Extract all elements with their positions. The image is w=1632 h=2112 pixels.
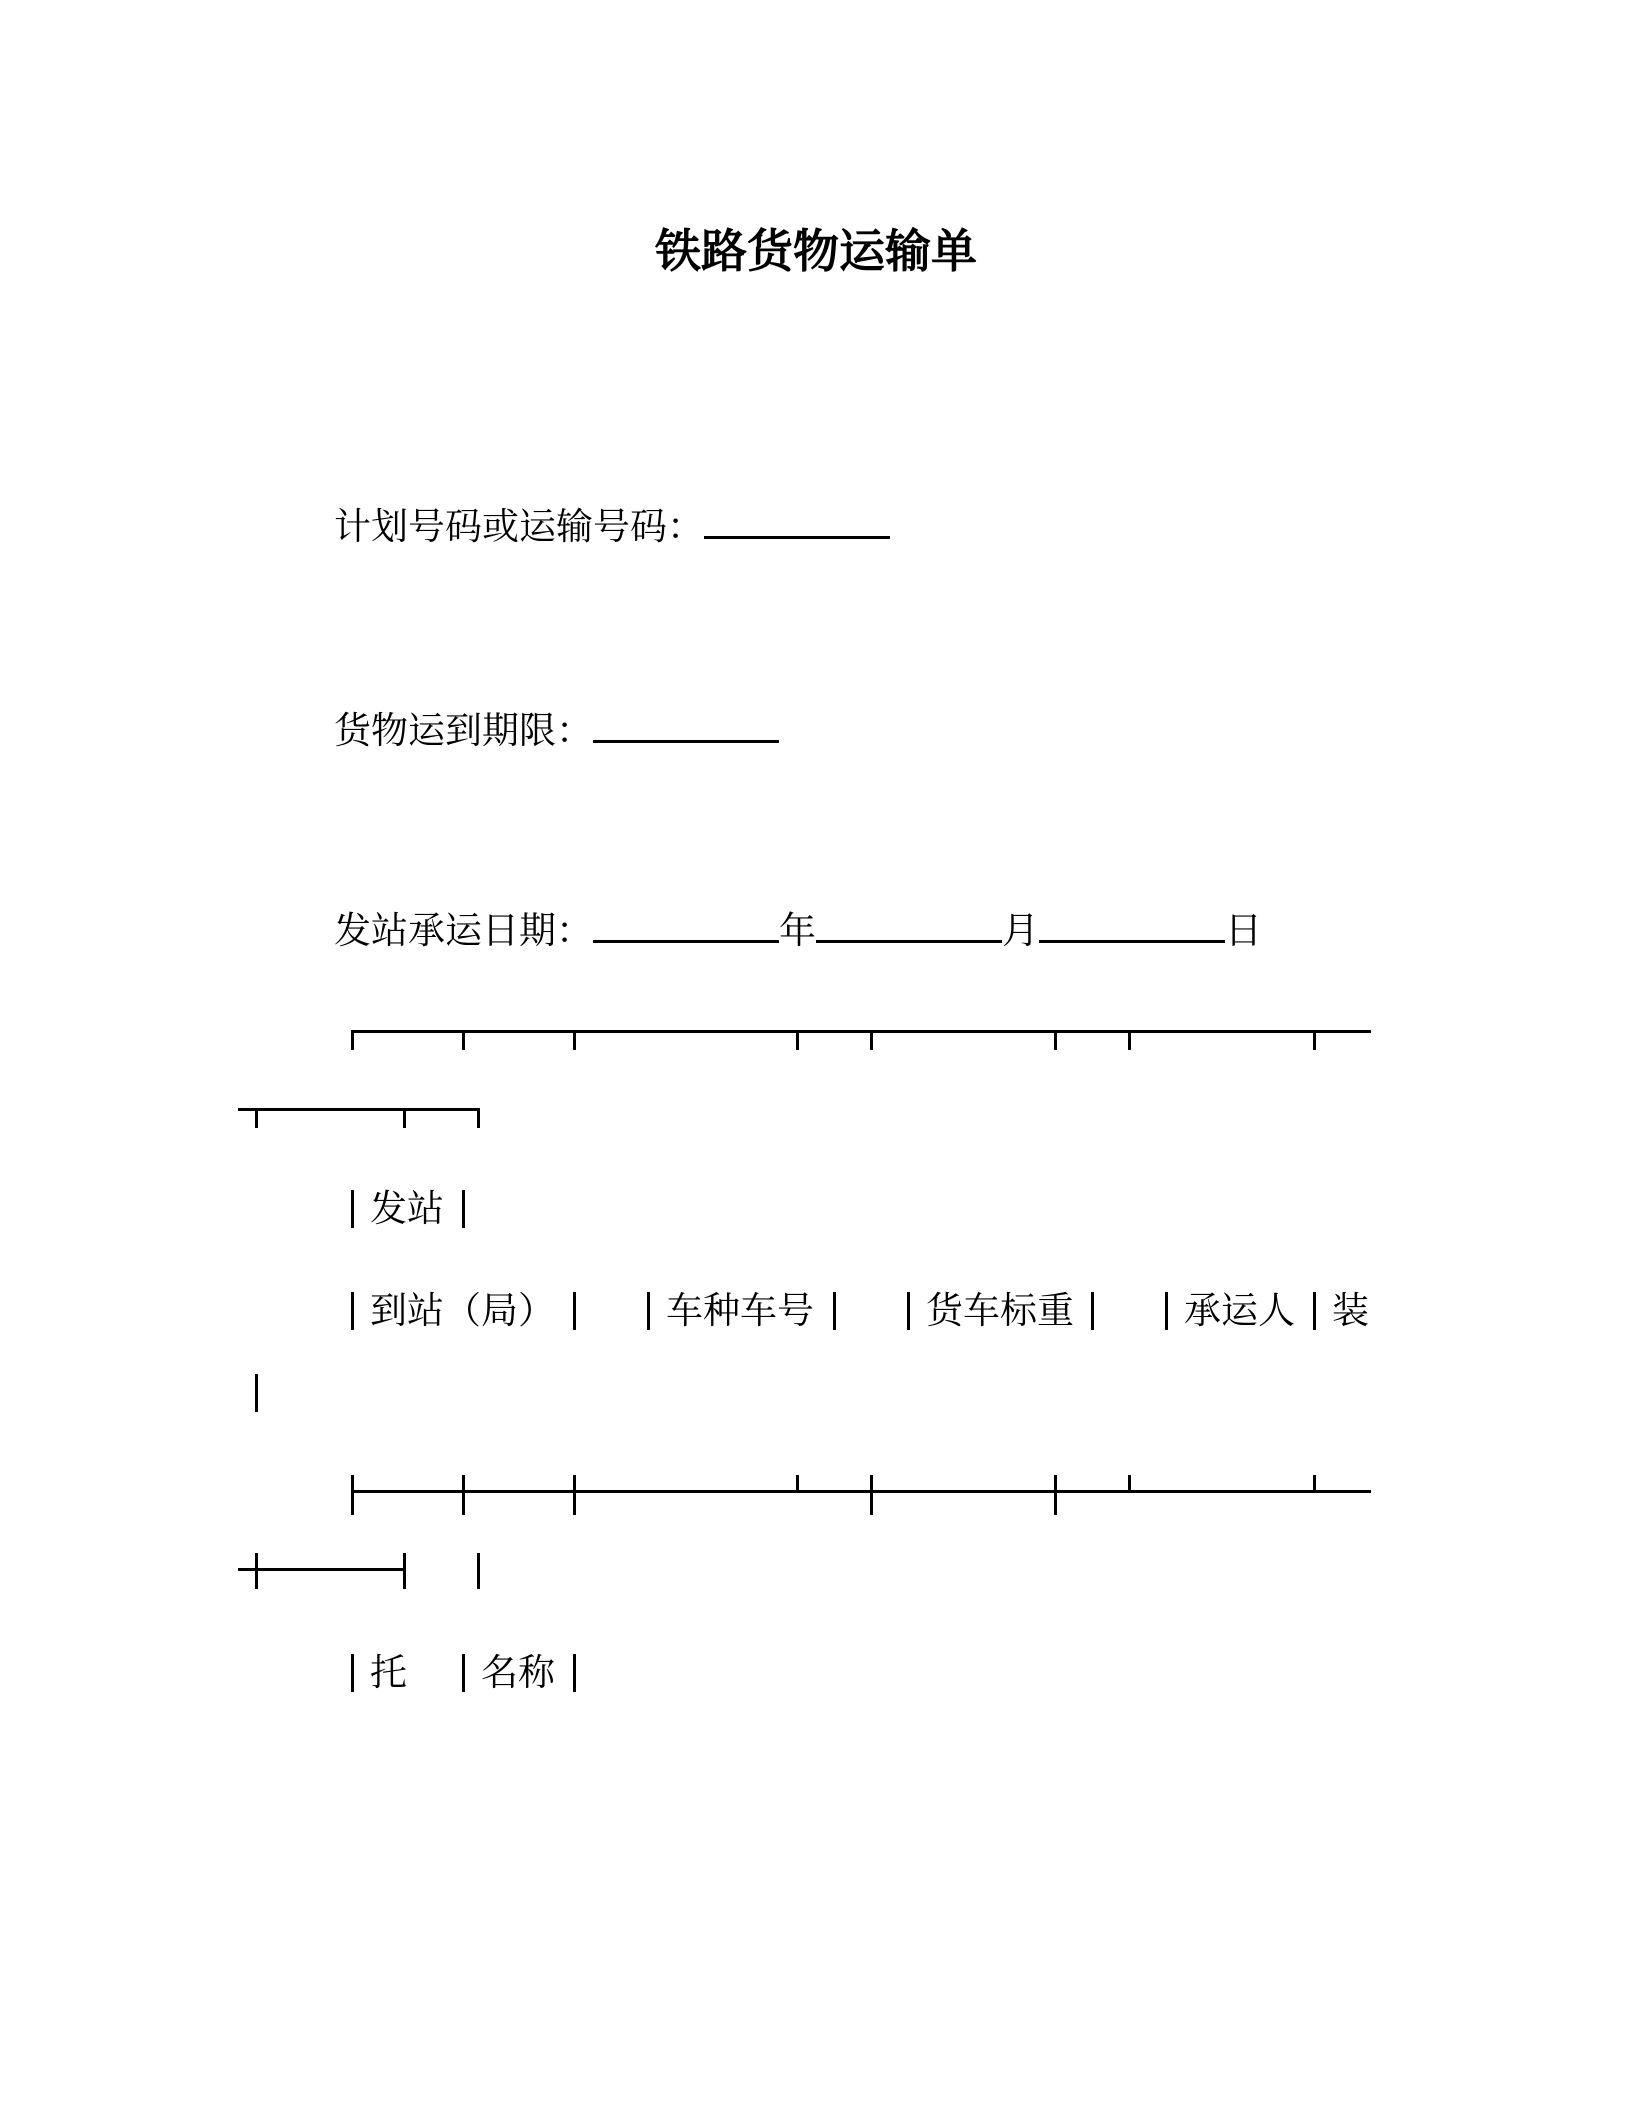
cell-car-type-number: 车种车号	[666, 1289, 814, 1332]
month-blank[interactable]	[816, 906, 1002, 943]
date-field	[334, 906, 1262, 952]
document-title: 铁路货物运输单	[655, 224, 977, 278]
month-label: 月	[1002, 909, 1039, 952]
deadline-label: 货物运到期限：	[334, 709, 593, 752]
cell-carrier: 承运人	[1184, 1289, 1295, 1332]
year-blank[interactable]	[593, 906, 779, 943]
cell-departure-station: 发站	[370, 1187, 444, 1230]
cell-goods-name: 名称	[481, 1651, 555, 1694]
cell-consignor: 托	[370, 1651, 407, 1694]
cell-arrival-station: 到站（局）	[370, 1289, 555, 1332]
deadline-field	[334, 706, 779, 752]
plan-number-blank[interactable]	[704, 502, 890, 539]
day-label: 日	[1225, 909, 1262, 952]
plan-number-field	[334, 502, 890, 548]
date-label: 发站承运日期：	[334, 909, 593, 952]
cell-car-tonnage: 货车标重	[926, 1289, 1074, 1332]
year-label: 年	[779, 909, 816, 952]
deadline-blank[interactable]	[593, 706, 779, 743]
day-blank[interactable]	[1039, 906, 1225, 943]
cell-loading: 装	[1332, 1289, 1369, 1332]
plan-number-label: 计划号码或运输号码：	[334, 505, 704, 548]
